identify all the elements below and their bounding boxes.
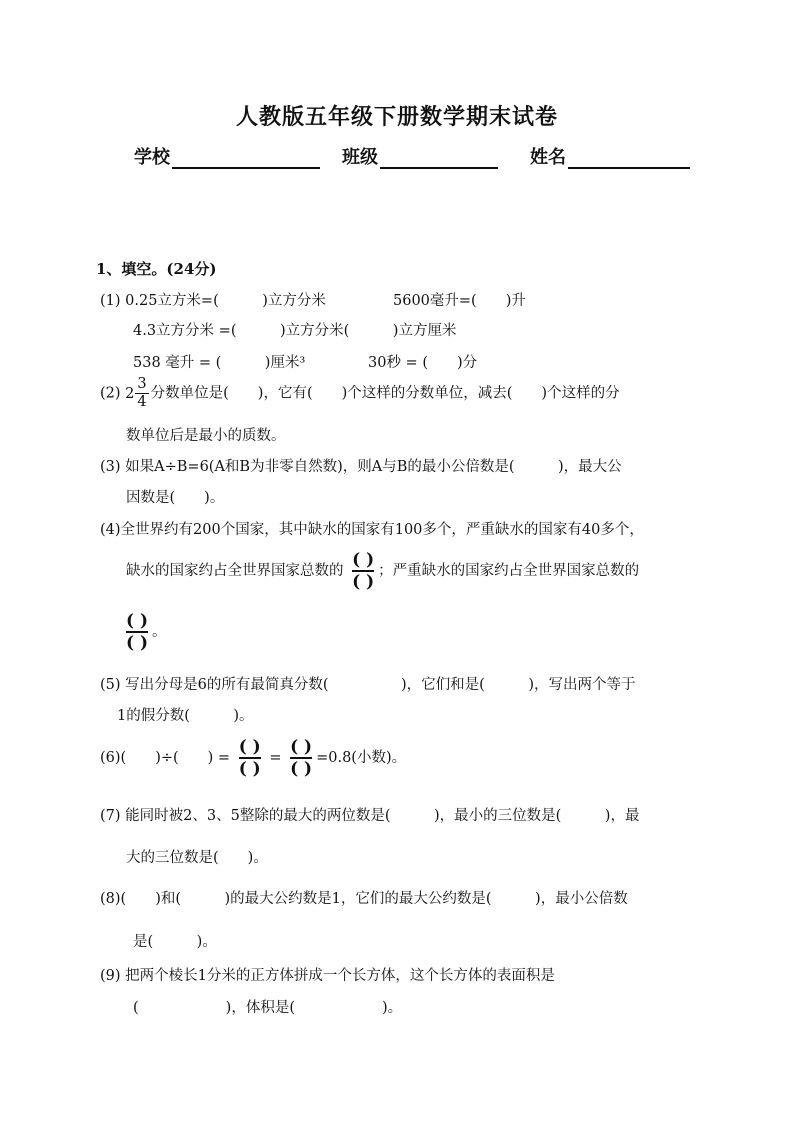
exam-title: 人教版五年级下册数学期末试卷 (235, 104, 558, 130)
q6-end: =0.8(小数)。 (316, 750, 407, 766)
name-label: 姓名 (530, 147, 566, 168)
q4-text-b: ；严重缺水的国家约占全世界国家总数的 (378, 563, 640, 579)
fraction-denominator: 4 (137, 394, 147, 410)
q1-line3b: 30秒 = ( )分 (368, 355, 478, 371)
mixed-whole: 2 (125, 385, 135, 402)
q2-line2: 数单位后是最小的质数。 (126, 428, 286, 444)
q4-end: 。 (152, 624, 167, 640)
q5-line2: 1的假分数( )。 (117, 708, 254, 724)
name-field[interactable] (530, 143, 690, 169)
class-blank[interactable] (380, 145, 498, 169)
q1-line1a: (1) 0.25立方米=( )立方分米 (100, 293, 326, 309)
q2-prefix: (2) (100, 385, 121, 402)
blank-numerator: ( ) (238, 737, 261, 757)
q3-line2: 因数是( )。 (126, 490, 225, 506)
q1-line2: 4.3立方分米 =( )立方分米( )立方厘米 (133, 323, 457, 339)
blank-denominator: ( ) (126, 633, 149, 653)
mixed-fraction (135, 376, 148, 411)
blank-numerator: ( ) (126, 611, 149, 631)
name-blank[interactable] (568, 145, 690, 169)
q5-line1: (5) 写出分母是6的所有最简真分数( )，它们和是( )，写出两个等于 (100, 677, 636, 693)
class-label: 班级 (342, 147, 378, 168)
blank-fraction-1[interactable] (352, 550, 374, 592)
blank-fraction-3[interactable] (239, 737, 261, 779)
q7-line2: 大的三位数是( )。 (126, 850, 268, 866)
q8-line1: (8)( )和( )的最大公约数是1，它们的最大公约数是( )，最小公倍数 (100, 891, 628, 907)
blank-fraction-4[interactable] (290, 737, 312, 779)
class-field[interactable] (342, 143, 498, 169)
blank-numerator: ( ) (352, 550, 375, 570)
section-heading: 1、填空。(24分) (96, 260, 217, 278)
fraction-numerator: 3 (137, 376, 147, 392)
q6-text-a: (6)( )÷( ) = (100, 750, 231, 766)
mixed-number (125, 376, 150, 411)
blank-fraction-2[interactable] (126, 611, 148, 653)
student-info-fields (134, 143, 690, 169)
q3-line1: (3) 如果A÷B=6(A和B为非零自然数)，则A与B的最小公倍数是( )，最大公 (100, 459, 622, 475)
q2-line1 (100, 376, 620, 411)
blank-denominator: ( ) (290, 759, 313, 779)
q6-equals: = (269, 750, 282, 766)
q7-line1: (7) 能同时被2、3、5整除的最大的两位数是( )，最小的三位数是( )，最 (100, 808, 640, 824)
q4-line3 (126, 611, 167, 653)
school-blank[interactable] (172, 145, 320, 169)
q9-line1: (9) 把两个棱长1分米的正方体拼成一个长方体，这个长方体的表面积是 (100, 968, 555, 984)
blank-denominator: ( ) (352, 572, 375, 592)
school-label: 学校 (134, 147, 170, 168)
q8-line2: 是( )。 (133, 934, 217, 950)
q4-line1: (4)全世界约有200个国家，其中缺水的国家有100多个，严重缺水的国家有40多个， (100, 522, 644, 538)
school-field[interactable] (134, 143, 320, 169)
q1-line1b: 5600毫升=( )升 (393, 293, 526, 309)
blank-denominator: ( ) (238, 759, 261, 779)
q4-text-a: 缺水的国家约占全世界国家总数的 (126, 563, 344, 579)
q2-text: 分数单位是( )，它有( )个这样的分数单位，减去( )个这样的分 (150, 385, 620, 402)
blank-numerator: ( ) (290, 737, 313, 757)
q1-line3a: 538 毫升 = ( )厘米³ (133, 355, 306, 371)
q9-line2: ( )，体积是( )。 (133, 1000, 403, 1016)
q6-line (100, 737, 406, 779)
q4-line2 (126, 550, 639, 592)
